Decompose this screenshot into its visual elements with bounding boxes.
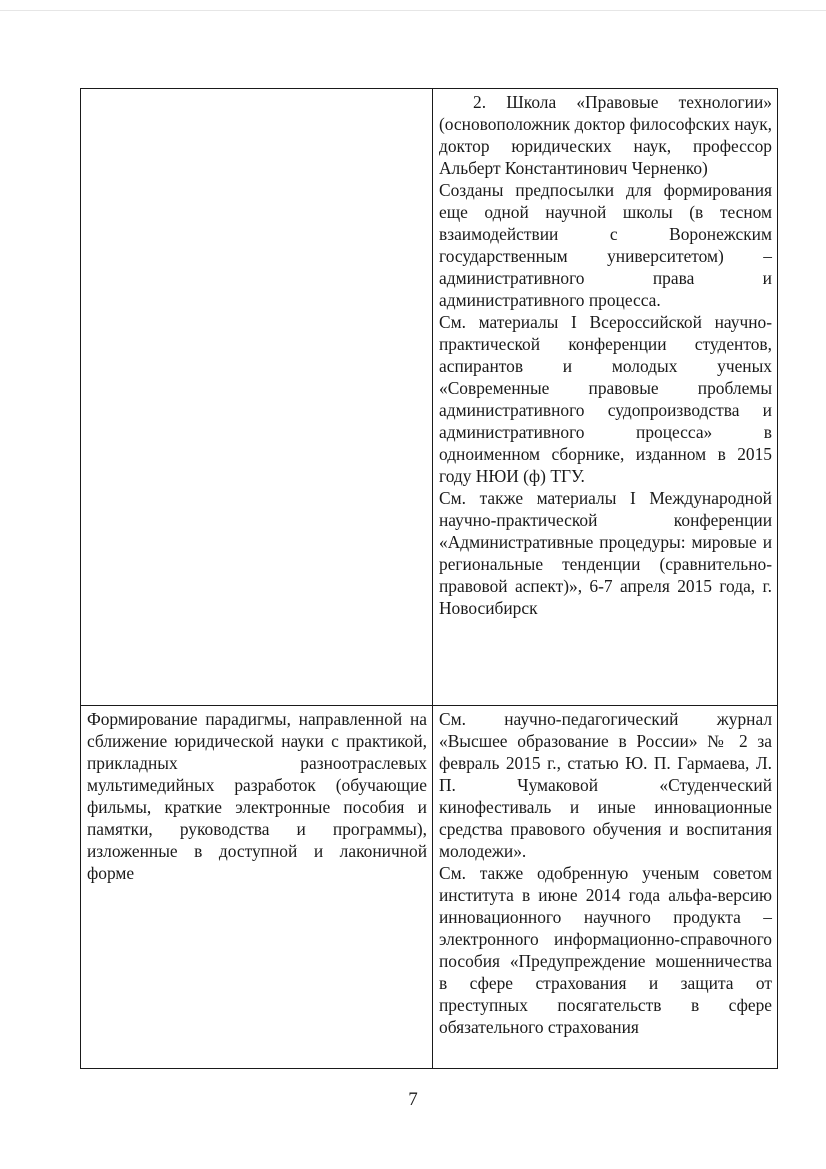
table-cell-right: [433, 89, 778, 706]
content-table: [80, 88, 778, 1069]
paragraph-prerequisites: Созданы предпосылки для формирования еще одной научной школы (в тесном взаимодействии с Воронежским государственным университетом) – административного права и административного процесса.: [439, 180, 772, 310]
table-row: [81, 89, 778, 706]
scan-edge-line: [0, 10, 826, 11]
table-cell-left: [81, 706, 433, 1069]
table-row: [81, 706, 778, 1069]
paragraph-school-title: 2. Школа «Правовые технологии» (основоположник доктор философских наук, доктор юридических наук, профессор Альберт Константинович Черненко): [439, 92, 772, 178]
paragraph-journal-article: См. научно-педагогический журнал «Высшее образование в России» № 2 за февраль 2015 г., статью Ю. П. Гармаева, Л. П. Чумаковой «Студенческий кинофестиваль и иные инновационные средства правового обучения и воспитания молодежи».: [439, 709, 772, 861]
paragraph-international-conference: См. также материалы I Международной научно-практической конференции «Административные процедуры: мировые и региональные тенденции (сравнительно-правовой аспект)», 6-7 апреля 2015 года, г. Новосибирск: [439, 488, 772, 618]
cell-text-paradigm: Формирование парадигмы, направленной на сближение юридической науки с практикой, прикладных разноотраслевых мультимедийных разработок (обучающие фильмы, краткие электронные пособия и памятки, руководства и программы), изложенные в доступной и лаконичной форме: [87, 709, 427, 883]
paragraph-alpha-version: См. также одобренную ученым советом института в июне 2014 года альфа-версию инновационного научного продукта – электронного информационно-справочного пособия «Предупреждение мошенничества в сфере страхования и защита от преступных посягательств в сфере обязательного страхования: [439, 863, 772, 1037]
paragraph-conference-materials: См. материалы I Всероссийской научно-практической конференции студентов, аспирантов и молодых ученых «Современные правовые проблемы административного судопроизводства и административного процесса» в одноименном сборнике, изданном в 2015 году НЮИ (ф) ТГУ.: [439, 312, 772, 486]
page-number: 7: [408, 1089, 418, 1110]
table-cell-right: [433, 706, 778, 1069]
table-cell-left: [81, 89, 433, 706]
